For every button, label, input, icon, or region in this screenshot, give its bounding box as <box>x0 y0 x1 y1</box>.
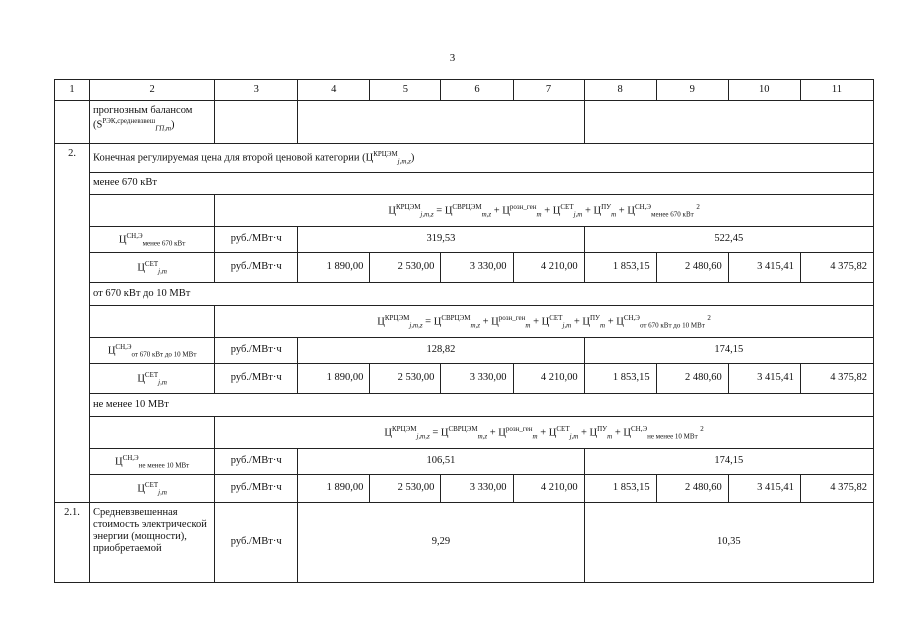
set-value: 2 480,60 <box>656 253 728 283</box>
header-col-2: 2 <box>90 80 215 101</box>
set-value: 4 375,82 <box>800 253 873 283</box>
group-heading-row <box>55 173 874 195</box>
section-2-title: Конечная регулируемая цена для второй ценовой категории $(Ц^{КРЦЭМ}_{j,m,z})$ <box>90 144 874 173</box>
sn-symbol: $Ц^{СН,Э}_{от 670 кВт до 10 МВт}$ <box>90 338 215 364</box>
section-2-1-value-a: 9,29 <box>298 503 584 583</box>
set-value: 1 890,00 <box>298 253 370 283</box>
price-formula: $Ц^{КРЦЭМ}_{j,m,z} = Ц^{СВРЦЭМ}_{m,z} + Ц^{розн\_ген}_m + Ц^{СЕТ}_{j,m} + Ц^{ПУ}_m + Ц^{СН,Э}_{от 670 кВт до 10 МВт}$ $^2$ <box>215 306 874 338</box>
header-col-1: 1 <box>55 80 90 101</box>
set-value: 3 415,41 <box>728 475 800 503</box>
set-value: 3 330,00 <box>441 475 513 503</box>
set-value: 1 853,15 <box>584 364 656 394</box>
sn-value-b: 174,15 <box>584 338 873 364</box>
header-col-10: 10 <box>728 80 800 101</box>
set-value: 1 890,00 <box>298 475 370 503</box>
formula-row <box>55 306 874 338</box>
set-value: 1 853,15 <box>584 475 656 503</box>
sn-value-a: 106,51 <box>298 449 584 475</box>
sn-value-b: 522,45 <box>584 227 873 253</box>
sn-row <box>55 338 874 364</box>
section-2-title-row <box>55 144 874 173</box>
set-value: 3 415,41 <box>728 364 800 394</box>
set-value: 2 530,00 <box>370 253 441 283</box>
header-col-4: 4 <box>298 80 370 101</box>
tariff-table <box>54 79 874 583</box>
unit-label: руб./МВт·ч <box>215 253 298 283</box>
header-col-7: 7 <box>513 80 584 101</box>
sn-symbol: $Ц^{СН,Э}_{менее 670 кВт}$ <box>90 227 215 253</box>
group-heading: от 670 кВт до 10 МВт <box>90 283 874 306</box>
price-formula: $Ц^{КРЦЭМ}_{j,m,z} = Ц^{СВРЦЭМ}_{m,z} + Ц^{розн\_ген}_m + Ц^{СЕТ}_{j,m} + Ц^{ПУ}_m + Ц^{СН,Э}_{не менее 10 МВт}$ $^2$ <box>215 417 874 449</box>
header-col-9: 9 <box>656 80 728 101</box>
sn-value-a: 128,82 <box>298 338 584 364</box>
set-value: 2 530,00 <box>370 475 441 503</box>
section-2-1-number: 2.1. <box>55 503 90 583</box>
set-value: 3 415,41 <box>728 253 800 283</box>
unit-label: руб./МВт·ч <box>215 503 298 583</box>
group-heading: не менее 10 МВт <box>90 394 874 417</box>
set-symbol: $Ц^{СЕТ}_{j,m}$ <box>90 253 215 283</box>
group-heading: менее 670 кВт <box>90 173 874 195</box>
formula-row <box>55 195 874 227</box>
set-value: 4 210,00 <box>513 475 584 503</box>
set-row <box>55 475 874 503</box>
set-value: 3 330,00 <box>441 253 513 283</box>
section-2-number: 2. <box>55 144 90 503</box>
set-value: 2 480,60 <box>656 475 728 503</box>
group-heading-row <box>55 394 874 417</box>
page-number: 3 <box>449 52 456 64</box>
price-formula: $Ц^{КРЦЭМ}_{j,m,z} = Ц^{СВРЦЭМ}_{m,z} + Ц^{розн\_ген}_m + Ц^{СЕТ}_{j,m} + Ц^{ПУ}_m + Ц^{СН,Э}_{менее 670 кВт}$ $^2$ <box>215 195 874 227</box>
set-value: 4 375,82 <box>800 475 873 503</box>
set-value: 3 330,00 <box>441 364 513 394</box>
header-col-3: 3 <box>215 80 298 101</box>
formula-row <box>55 417 874 449</box>
set-symbol: $Ц^{СЕТ}_{j,m}$ <box>90 475 215 503</box>
forecast-label: прогнозным балансом $(S^{РЭК,средневзвеш}_{ГП,m})$ <box>90 101 215 144</box>
set-value: 4 375,82 <box>800 364 873 394</box>
unit-label: руб./МВт·ч <box>215 227 298 253</box>
sn-row <box>55 449 874 475</box>
section-2-1-label: Средневзвешенная стоимость электрической энергии (мощности), приобретаемой <box>90 503 215 583</box>
unit-label: руб./МВт·ч <box>215 364 298 394</box>
header-col-11: 11 <box>800 80 873 101</box>
set-value: 4 210,00 <box>513 253 584 283</box>
set-row <box>55 364 874 394</box>
set-value: 2 480,60 <box>656 364 728 394</box>
set-row <box>55 253 874 283</box>
set-value: 2 530,00 <box>370 364 441 394</box>
unit-label: руб./МВт·ч <box>215 449 298 475</box>
sn-value-a: 319,53 <box>298 227 584 253</box>
set-value: 1 890,00 <box>298 364 370 394</box>
sn-symbol: $Ц^{СН,Э}_{не менее 10 МВт}$ <box>90 449 215 475</box>
unit-label: руб./МВт·ч <box>215 475 298 503</box>
set-value: 4 210,00 <box>513 364 584 394</box>
header-row <box>55 80 874 101</box>
sn-row <box>55 227 874 253</box>
forecast-row <box>55 101 874 144</box>
set-value: 1 853,15 <box>584 253 656 283</box>
header-col-5: 5 <box>370 80 441 101</box>
unit-label: руб./МВт·ч <box>215 338 298 364</box>
section-2-1-value-b: 10,35 <box>584 503 873 583</box>
header-col-8: 8 <box>584 80 656 101</box>
group-heading-row <box>55 283 874 306</box>
section-2-1-row <box>55 503 874 583</box>
sn-value-b: 174,15 <box>584 449 873 475</box>
header-col-6: 6 <box>441 80 513 101</box>
set-symbol: $Ц^{СЕТ}_{j,m}$ <box>90 364 215 394</box>
